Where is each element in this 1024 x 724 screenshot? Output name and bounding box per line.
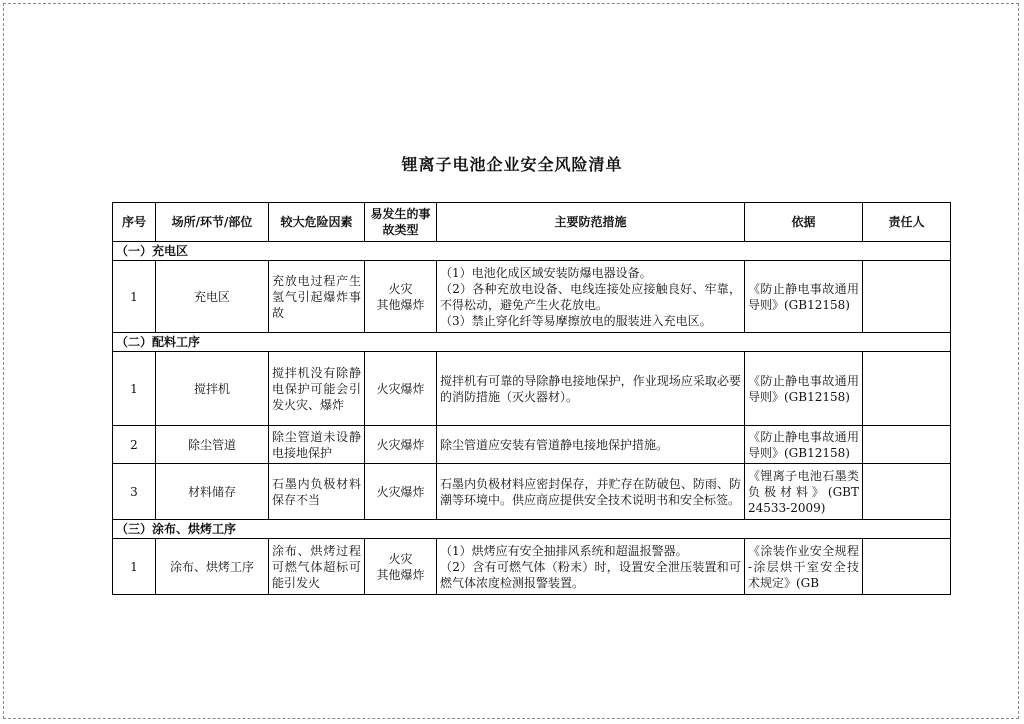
section-title: （一）充电区 bbox=[113, 242, 951, 261]
cell-no: 1 bbox=[113, 352, 156, 426]
cell-owner bbox=[863, 539, 951, 595]
cell-basis: 《防止静电事故通用导则》(GB12158) bbox=[745, 426, 863, 464]
header-owner: 责任人 bbox=[863, 203, 951, 242]
cell-place: 搅拌机 bbox=[156, 352, 269, 426]
cell-basis: 《锂离子电池石墨类负极材料》(GBT 24533-2009) bbox=[745, 464, 863, 520]
cell-measures bbox=[437, 464, 745, 520]
cell-hazard: 石墨内负极材料保存不当 bbox=[269, 464, 365, 520]
measure-line: 搅拌机有可靠的导除静电接地保护，作业现场应采取必要的消防措施（灭火器材）。 bbox=[440, 373, 741, 404]
cell-accident bbox=[365, 352, 437, 426]
cell-no: 1 bbox=[113, 261, 156, 333]
cell-accident bbox=[365, 426, 437, 464]
cell-no: 2 bbox=[113, 426, 156, 464]
accident-line: 火灾爆炸 bbox=[376, 437, 425, 452]
table-row bbox=[113, 426, 951, 464]
cell-measures bbox=[437, 261, 745, 333]
table-row bbox=[113, 539, 951, 595]
measure-line: （1）电池化成区域安装防爆电器设备。 bbox=[440, 265, 652, 280]
cell-measures bbox=[437, 426, 745, 464]
cell-hazard: 搅拌机没有除静电保护可能会引发火灾、爆炸 bbox=[269, 352, 365, 426]
section-title: （三）涂布、烘烤工序 bbox=[113, 520, 951, 539]
cell-owner bbox=[863, 464, 951, 520]
table-row bbox=[113, 261, 951, 333]
section-title: （二）配料工序 bbox=[113, 333, 951, 352]
cell-owner bbox=[863, 261, 951, 333]
cell-measures bbox=[437, 352, 745, 426]
header-place: 场所/环节/部位 bbox=[156, 203, 269, 242]
cell-place: 充电区 bbox=[156, 261, 269, 333]
section-row bbox=[113, 333, 951, 352]
header-hazard: 较大危险因素 bbox=[269, 203, 365, 242]
table-row bbox=[113, 352, 951, 426]
cell-no: 3 bbox=[113, 464, 156, 520]
table-row bbox=[113, 464, 951, 520]
cell-owner bbox=[863, 426, 951, 464]
measure-line: 除尘管道应安装有管道静电接地保护措施。 bbox=[440, 437, 669, 452]
accident-line: 火灾爆炸 bbox=[376, 484, 425, 499]
cell-hazard: 除尘管道未设静电接地保护 bbox=[269, 426, 365, 464]
accident-line: 火灾 bbox=[388, 281, 413, 296]
cell-no: 1 bbox=[113, 539, 156, 595]
cell-basis: 《涂装作业安全规程 -涂层烘干室安全技术规定》(GB bbox=[745, 539, 863, 595]
cell-place: 除尘管道 bbox=[156, 426, 269, 464]
cell-hazard: 涂布、烘烤过程可燃气体超标可能引发火 bbox=[269, 539, 365, 595]
header-no: 序号 bbox=[113, 203, 156, 242]
cell-hazard: 充放电过程产生氢气引起爆炸事故 bbox=[269, 261, 365, 333]
accident-line: 火灾 bbox=[388, 551, 413, 566]
measure-line: 石墨内负极材料应密封保存，并贮存在防破包、防雨、防潮等环境中。供应商应提供安全技术说明书和安全标签。 bbox=[440, 476, 741, 507]
accident-line: 其他爆炸 bbox=[376, 567, 425, 582]
cell-basis: 《防止静电事故通用导则》(GB12158) bbox=[745, 261, 863, 333]
document-title: 锂离子电池企业安全风险清单 bbox=[401, 155, 623, 174]
cell-basis: 《防止静电事故通用导则》(GB12158) bbox=[745, 352, 863, 426]
header-measures: 主要防范措施 bbox=[437, 203, 745, 242]
measure-line: （3）禁止穿化纤等易摩擦放电的服装进入充电区。 bbox=[440, 313, 712, 328]
section-row bbox=[113, 520, 951, 539]
cell-accident bbox=[365, 539, 437, 595]
cell-place: 材料储存 bbox=[156, 464, 269, 520]
section-row bbox=[113, 242, 951, 261]
cell-owner bbox=[863, 352, 951, 426]
cell-accident bbox=[365, 261, 437, 333]
cell-place: 涂布、烘烤工序 bbox=[156, 539, 269, 595]
measure-line: （1）烘烤应有安全抽排风系统和超温报警器。 bbox=[440, 543, 688, 558]
header-accident: 易发生的事故类型 bbox=[365, 203, 437, 242]
measure-line: （2）各种充放电设备、电线连接处应接触良好、牢靠，不得松动，避免产生火花放电。 bbox=[440, 281, 741, 312]
accident-line: 火灾爆炸 bbox=[376, 381, 425, 396]
cell-accident bbox=[365, 464, 437, 520]
header-row bbox=[113, 203, 951, 242]
measure-line: （2）含有可燃气体（粉末）时，设置安全泄压装置和可燃气体浓度检测报警装置。 bbox=[440, 559, 741, 590]
accident-line: 其他爆炸 bbox=[376, 297, 425, 312]
cell-measures bbox=[437, 539, 745, 595]
header-basis: 依据 bbox=[745, 203, 863, 242]
risk-table bbox=[112, 202, 951, 595]
